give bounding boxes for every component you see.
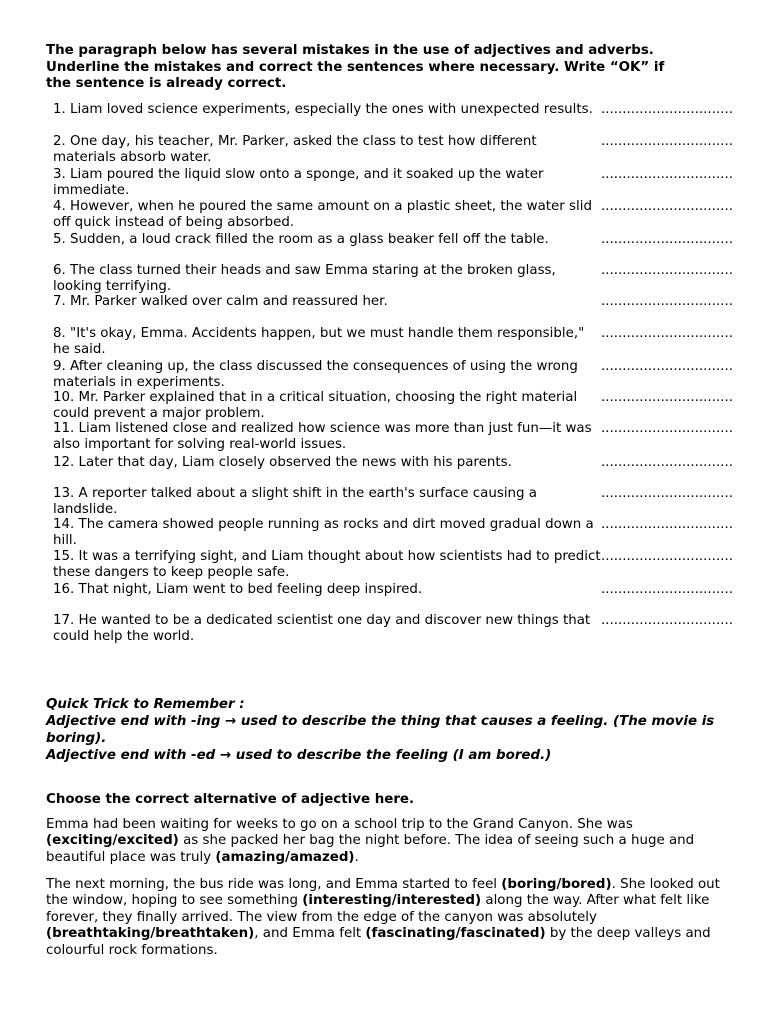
answer-line[interactable]: ............................... — [601, 582, 733, 597]
exercise-sentence: 1. Liam loved science experiments, especially the ones with unexpected results. — [53, 102, 593, 117]
answer-line[interactable]: ............................... — [601, 263, 733, 278]
answer-line[interactable]: ............................... — [601, 613, 733, 628]
instructions-line-1: The paragraph below has several mistakes in the use of adjectives and adverbs. — [46, 43, 654, 58]
answer-line[interactable]: ............................... — [601, 486, 733, 501]
exercise-sentence: 2. One day, his teacher, Mr. Parker, asked the class to test how different materials absorb water. — [53, 134, 537, 165]
choose-section-title: Choose the correct alternative of adjective here. — [46, 792, 415, 807]
paragraph-text: Emma had been waiting for weeks to go on a school trip to the Grand Canyon. She was — [46, 817, 633, 832]
exercise-sentence: 9. After cleaning up, the class discussed the consequences of using the wrong materials in experiments. — [53, 359, 578, 390]
exercise-sentence: 4. However, when he poured the same amount on a plastic sheet, the water slid off quick instead of being absorbed. — [53, 199, 592, 230]
instructions — [46, 43, 726, 93]
exercise-sentence: 14. The camera showed people running as rocks and dirt moved gradual down a hill. — [53, 517, 594, 548]
choice-breathtaking-breathtaken: (breathtaking/breathtaken) — [46, 926, 255, 942]
instructions-line-2: Underline the mistakes and correct the sentences where necessary. Write “OK” if — [46, 59, 665, 75]
paragraph-text: by the deep valleys and colourful rock formations. — [46, 926, 711, 958]
choice-amazing-amazed: (amazing/amazed) — [215, 849, 355, 865]
paragraph-text: . She looked out the window, hoping to see something — [46, 877, 720, 909]
exercise-sentence: 17. He wanted to be a dedicated scientist one day and discover new things that could help the world. — [53, 613, 591, 644]
exercise-sentence: 16. That night, Liam went to bed feeling deep inspired. — [53, 582, 423, 597]
exercise-sentence: 5. Sudden, a loud crack filled the room as a glass beaker fell off the table. — [53, 232, 549, 247]
answer-line[interactable]: ............................... — [601, 455, 733, 470]
answer-line[interactable]: ............................... — [601, 359, 733, 374]
answer-line[interactable]: ............................... — [601, 517, 733, 532]
exercise-sentence: 12. Later that day, Liam closely observed the news with his parents. — [53, 455, 512, 470]
quick-trick-rule-ing: Adjective end with -ing → used to describe the thing that causes a feeling. (The movie is boring). — [46, 714, 715, 746]
quick-trick-rule-ed: Adjective end with -ed → used to describe the feeling (I am bored.) — [46, 748, 552, 763]
paragraph-text: The next morning, the bus ride was long, and Emma started to feel — [46, 877, 502, 892]
answer-line[interactable]: ............................... — [601, 232, 733, 247]
answer-line[interactable]: ............................... — [601, 134, 733, 149]
choice-boring-bored: (boring/bored) — [501, 877, 612, 892]
answer-line[interactable]: ............................... — [601, 421, 733, 436]
answer-line[interactable]: ............................... — [601, 326, 733, 341]
paragraph-text: as she packed her bag the night before. The idea of seeing such a huge and beautiful place was truly — [46, 833, 695, 865]
choice-interesting-interested: (interesting/interested) — [302, 893, 482, 909]
quick-trick-box — [46, 696, 726, 764]
choose-paragraph-1 — [46, 817, 722, 866]
choice-exciting-excited: (exciting/excited) — [46, 833, 179, 849]
exercise-sentence: 13. A reporter talked about a slight shift in the earth's surface causing a landslide. — [53, 486, 537, 517]
quick-trick-title: Quick Trick to Remember : — [46, 697, 245, 712]
answer-line[interactable]: ............................... — [601, 390, 733, 405]
exercise-sentence: 8. "It's okay, Emma. Accidents happen, but we must handle them responsible," he said. — [53, 326, 585, 357]
answer-line[interactable]: ............................... — [601, 294, 733, 309]
choose-paragraph-2 — [46, 877, 722, 959]
exercise-sentence: 3. Liam poured the liquid slow onto a sponge, and it soaked up the water immediate. — [53, 167, 544, 198]
instructions-line-3: the sentence is already correct. — [46, 76, 287, 91]
exercise-sentence: 15. It was a terrifying sight, and Liam thought about how scientists had to predict these dangers to keep people safe. — [53, 549, 601, 580]
paragraph-text: along the way. After what felt like forever, they finally arrived. The view from the edge of the canyon was absolutely — [46, 893, 710, 925]
answer-line[interactable]: ............................... — [601, 167, 733, 182]
answer-line[interactable]: ............................... — [601, 102, 733, 117]
paragraph-text: , and Emma felt — [254, 926, 366, 942]
exercise-sentence: 6. The class turned their heads and saw Emma staring at the broken glass, looking terrifying. — [53, 263, 556, 294]
answer-line[interactable]: ............................... — [601, 549, 733, 564]
paragraph-text: . — [354, 849, 359, 865]
answer-line[interactable]: ............................... — [601, 199, 733, 214]
exercise-sentence: 11. Liam listened close and realized how science was more than just fun—it was also important for solving real-world issues. — [53, 421, 592, 452]
exercise-sentence: 7. Mr. Parker walked over calm and reassured her. — [53, 294, 388, 309]
choice-fascinating-fascinated: (fascinating/fascinated) — [365, 926, 546, 942]
exercise-sentence: 10. Mr. Parker explained that in a critical situation, choosing the right material could prevent a major problem. — [53, 390, 578, 421]
